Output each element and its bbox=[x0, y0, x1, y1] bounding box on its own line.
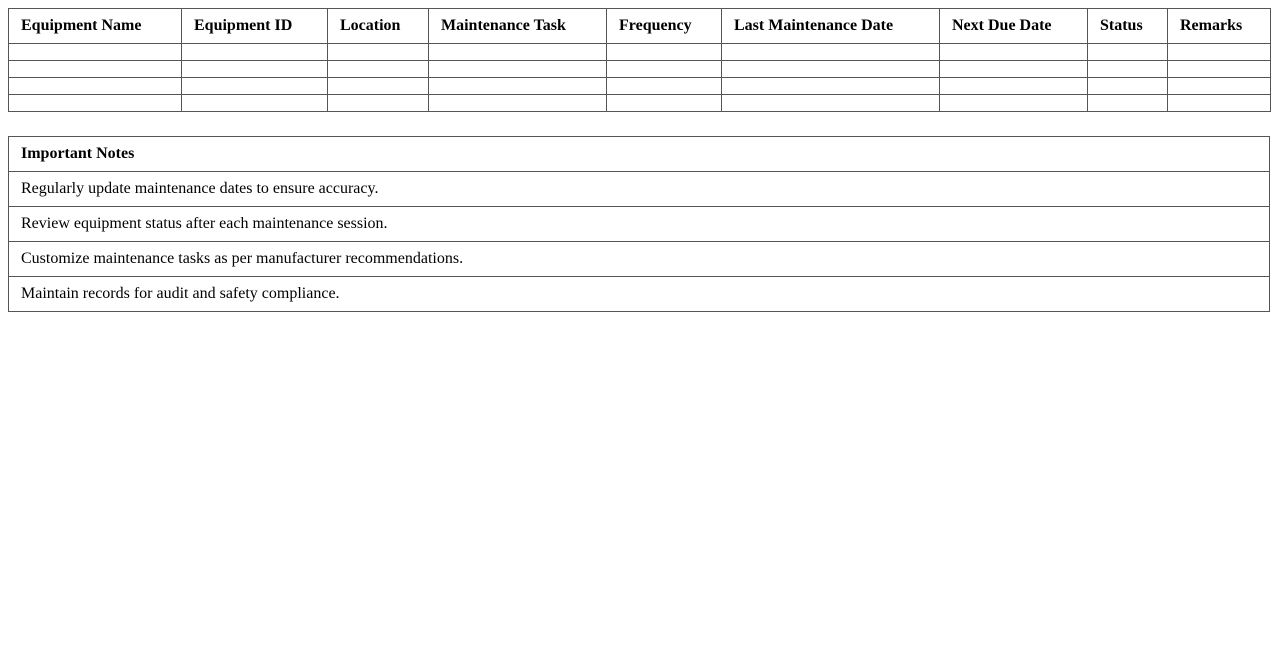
header-equipment-id: Equipment ID bbox=[182, 9, 328, 44]
table-cell[interactable] bbox=[1168, 44, 1271, 61]
header-location: Location bbox=[328, 9, 429, 44]
list-item bbox=[9, 242, 1270, 277]
table-cell[interactable] bbox=[1168, 61, 1271, 78]
table-cell[interactable] bbox=[722, 61, 940, 78]
table-cell[interactable] bbox=[9, 44, 182, 61]
header-remarks: Remarks bbox=[1168, 9, 1271, 44]
table-cell[interactable] bbox=[607, 61, 722, 78]
note-text: Review equipment status after each maintenance session. bbox=[9, 207, 1270, 242]
header-frequency: Frequency bbox=[607, 9, 722, 44]
notes-title: Important Notes bbox=[9, 137, 1270, 172]
important-notes-table bbox=[8, 136, 1270, 312]
table-cell[interactable] bbox=[607, 78, 722, 95]
maintenance-log-table bbox=[8, 8, 1271, 112]
table-cell[interactable] bbox=[940, 78, 1088, 95]
table-row bbox=[9, 78, 1271, 95]
table-cell[interactable] bbox=[722, 78, 940, 95]
table-cell[interactable] bbox=[429, 95, 607, 112]
list-item bbox=[9, 207, 1270, 242]
table-cell[interactable] bbox=[429, 44, 607, 61]
table-cell[interactable] bbox=[607, 44, 722, 61]
table-cell[interactable] bbox=[182, 44, 328, 61]
table-cell[interactable] bbox=[1168, 78, 1271, 95]
table-row bbox=[9, 95, 1271, 112]
table-cell[interactable] bbox=[9, 78, 182, 95]
table-cell[interactable] bbox=[9, 61, 182, 78]
table-cell[interactable] bbox=[722, 95, 940, 112]
table-cell[interactable] bbox=[328, 95, 429, 112]
table-header-row bbox=[9, 9, 1271, 44]
table-cell[interactable] bbox=[607, 95, 722, 112]
note-text: Maintain records for audit and safety compliance. bbox=[9, 277, 1270, 312]
table-cell[interactable] bbox=[722, 44, 940, 61]
table-cell[interactable] bbox=[328, 78, 429, 95]
table-cell[interactable] bbox=[1088, 78, 1168, 95]
table-cell[interactable] bbox=[328, 44, 429, 61]
table-cell[interactable] bbox=[182, 61, 328, 78]
header-last-maintenance-date: Last Maintenance Date bbox=[722, 9, 940, 44]
table-cell[interactable] bbox=[182, 78, 328, 95]
header-next-due-date: Next Due Date bbox=[940, 9, 1088, 44]
note-text: Customize maintenance tasks as per manufacturer recommendations. bbox=[9, 242, 1270, 277]
table-cell[interactable] bbox=[1088, 44, 1168, 61]
table-row bbox=[9, 61, 1271, 78]
table-row bbox=[9, 44, 1271, 61]
notes-header-row bbox=[9, 137, 1270, 172]
note-text: Regularly update maintenance dates to ensure accuracy. bbox=[9, 172, 1270, 207]
table-cell[interactable] bbox=[9, 95, 182, 112]
table-cell[interactable] bbox=[328, 61, 429, 78]
table-cell[interactable] bbox=[940, 44, 1088, 61]
header-status: Status bbox=[1088, 9, 1168, 44]
table-cell[interactable] bbox=[940, 61, 1088, 78]
table-cell[interactable] bbox=[429, 78, 607, 95]
header-maintenance-task: Maintenance Task bbox=[429, 9, 607, 44]
table-cell[interactable] bbox=[940, 95, 1088, 112]
list-item bbox=[9, 277, 1270, 312]
table-cell[interactable] bbox=[429, 61, 607, 78]
table-cell[interactable] bbox=[1168, 95, 1271, 112]
table-cell[interactable] bbox=[1088, 95, 1168, 112]
table-cell[interactable] bbox=[182, 95, 328, 112]
header-equipment-name: Equipment Name bbox=[9, 9, 182, 44]
table-cell[interactable] bbox=[1088, 61, 1168, 78]
list-item bbox=[9, 172, 1270, 207]
